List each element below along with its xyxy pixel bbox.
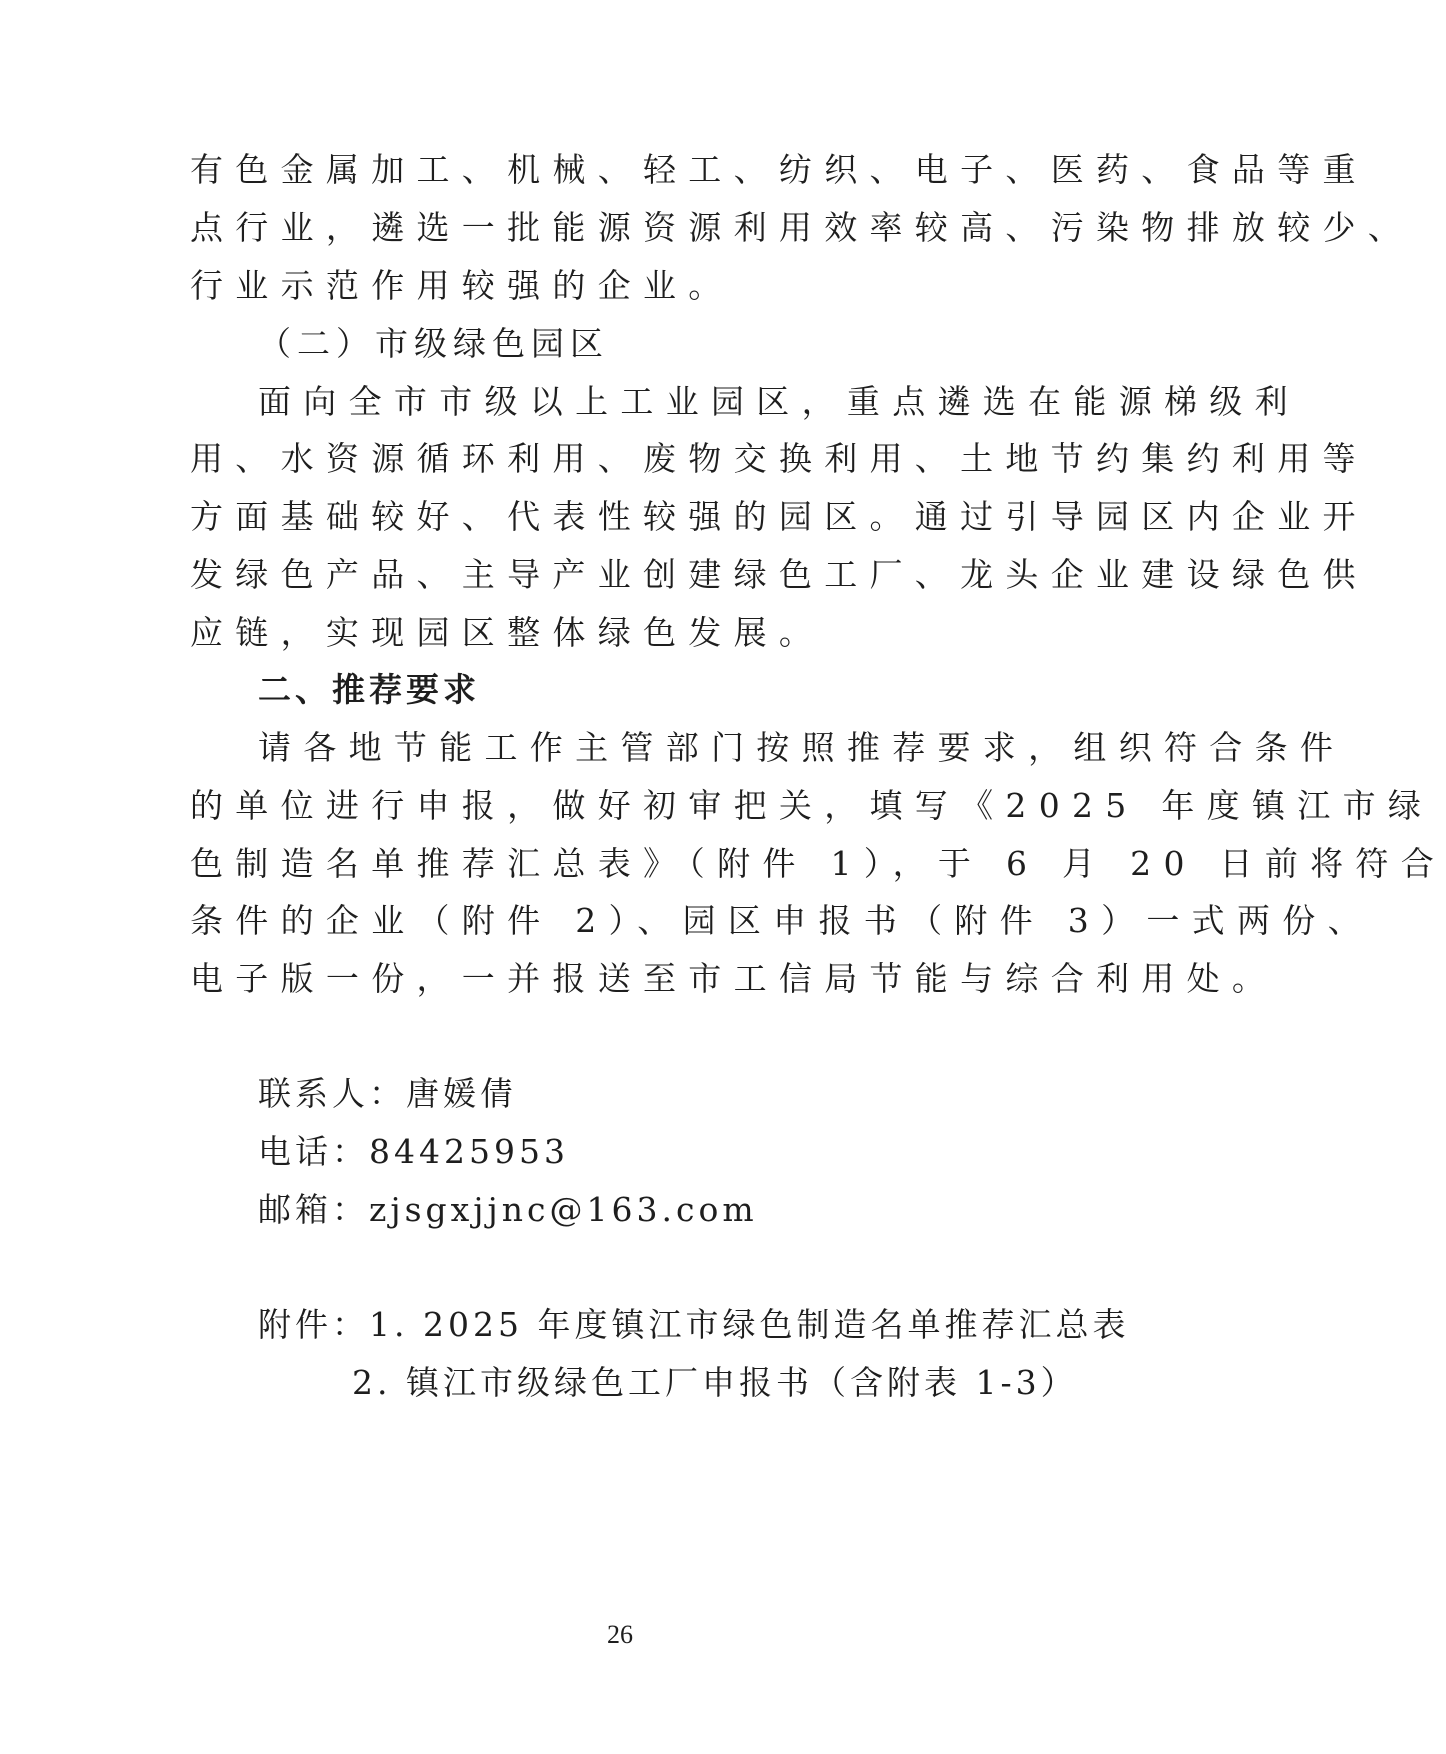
page-number: 26 <box>607 1620 633 1649</box>
body-line: 行业示范作用较强的企业。 <box>190 266 734 305</box>
heading: 二、推荐要求 <box>258 670 480 709</box>
body-line: 色制造名单推荐汇总表》（附件 1），于 6 月 20 日前将符合 <box>190 844 1446 883</box>
contact-person: 联系人：唐媛倩 <box>258 1074 517 1113</box>
contact-email: 邮箱：zjsgxjjnc@163.com <box>258 1190 758 1229</box>
body-line: 面向全市市级以上工业园区，重点遴选在能源梯级利 <box>258 382 1300 421</box>
body-line: 发绿色产品、主导产业创建绿色工厂、龙头企业建设绿色供 <box>190 555 1368 594</box>
body-line: 点行业，遴选一批能源资源利用效率较高、污染物排放较少、 <box>190 208 1414 247</box>
body-line: 有色金属加工、机械、轻工、纺织、电子、医药、食品等重 <box>190 150 1368 189</box>
body-line: 用、水资源循环利用、废物交换利用、土地节约集约利用等 <box>190 439 1368 478</box>
attachment-item: 2. 镇江市级绿色工厂申报书（含附表 1-3） <box>352 1363 1078 1402</box>
body-line: 条件的企业（附件 2）、园区申报书（附件 3）一式两份、 <box>190 901 1373 940</box>
body-line: 的单位进行申报，做好初审把关，填写《2025 年度镇江市绿 <box>190 786 1434 825</box>
body-line: 电子版一份，一并报送至市工信局节能与综合利用处。 <box>190 959 1278 998</box>
body-line: 请各地节能工作主管部门按照推荐要求，组织符合条件 <box>258 728 1346 767</box>
section-title: （二）市级绿色园区 <box>258 324 609 363</box>
contact-phone: 电话：84425953 <box>258 1132 569 1171</box>
attachment-item: 附件：1. 2025 年度镇江市绿色制造名单推荐汇总表 <box>258 1305 1130 1344</box>
body-line: 应链，实现园区整体绿色发展。 <box>190 613 825 652</box>
body-line: 方面基础较好、代表性较强的园区。通过引导园区内企业开 <box>190 497 1368 536</box>
